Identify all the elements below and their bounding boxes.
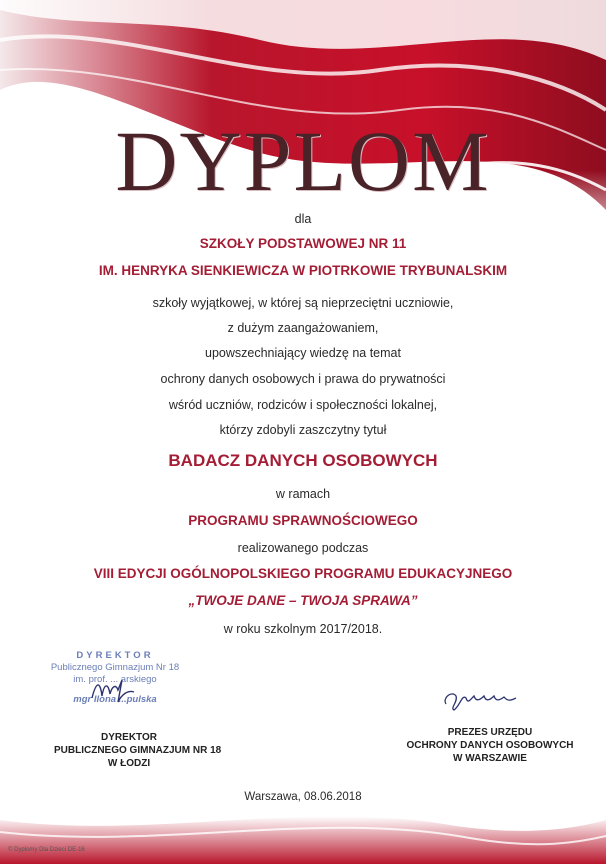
program-name: PROGRAMU SPRAWNOŚCIOWEGO xyxy=(188,513,418,528)
right-signature-caption xyxy=(402,726,578,765)
stamp-line-2: Publicznego Gimnazjum Nr 18 xyxy=(50,662,180,673)
left-signature-caption xyxy=(54,731,222,770)
body-text-2: z dużym zaangażowaniem, xyxy=(227,321,379,335)
body-text-1: szkoły wyjątkowej, w której są nieprzeciętni uczniowie, xyxy=(152,296,454,310)
diploma-title: DYPLOM xyxy=(115,113,491,209)
right-caption-line-2: OCHRONY DANYCH OSOBOWYCH xyxy=(406,740,574,751)
body-text-3: upowszechniający wiedzę na temat xyxy=(205,346,401,360)
body-text-4: ochrony danych osobowych i prawa do prywatności xyxy=(160,372,446,386)
print-mark: © Dyplomy Dla Dzieci DE-16 xyxy=(8,847,85,853)
president-signature xyxy=(440,684,520,712)
text-dla: dla xyxy=(294,212,312,226)
text-realizowanego: realizowanego podczas xyxy=(237,541,369,555)
director-signature xyxy=(88,676,138,706)
left-caption-line-2: PUBLICZNEGO GIMNAZJUM NR 18 xyxy=(54,745,222,756)
school-name-line1: SZKOŁY PODSTAWOWEJ NR 11 xyxy=(199,236,407,251)
right-caption-line-1: PREZES URZĘDU xyxy=(447,727,533,738)
campaign-name: „TWOJE DANE – TWOJA SPRAWA” xyxy=(188,593,418,608)
body-text-5: wśród uczniów, rodziców i społeczności lokalnej, xyxy=(168,398,438,412)
place-and-date: Warszawa, 08.06.2018 xyxy=(244,791,362,803)
stamp-line-3: im. prof. ... arskiego xyxy=(73,674,157,685)
school-name-line2: IM. HENRYKA SIENKIEWICZA W PIOTRKOWIE TRYBUNALSKIM xyxy=(98,263,508,278)
award-title: BADACZ DANYCH OSOBOWYCH xyxy=(168,451,438,470)
stamp-line-1: DYREKTOR xyxy=(76,650,154,661)
edition-name: VIII EDYCJI OGÓLNOPOLSKIEGO PROGRAMU EDUKACYJNEGO xyxy=(93,566,513,581)
left-caption-line-3: W ŁODZI xyxy=(107,758,151,769)
right-caption-line-3: W WARSZAWIE xyxy=(453,753,527,764)
body-text-6: którzy zdobyli zaszczytny tytuł xyxy=(219,423,387,437)
left-caption-line-1: DYREKTOR xyxy=(101,732,157,743)
school-year: w roku szkolnym 2017/2018. xyxy=(223,622,383,636)
stamp-line-4: mgr Ilona ...pulska xyxy=(73,694,157,705)
text-w-ramach: w ramach xyxy=(275,487,331,501)
